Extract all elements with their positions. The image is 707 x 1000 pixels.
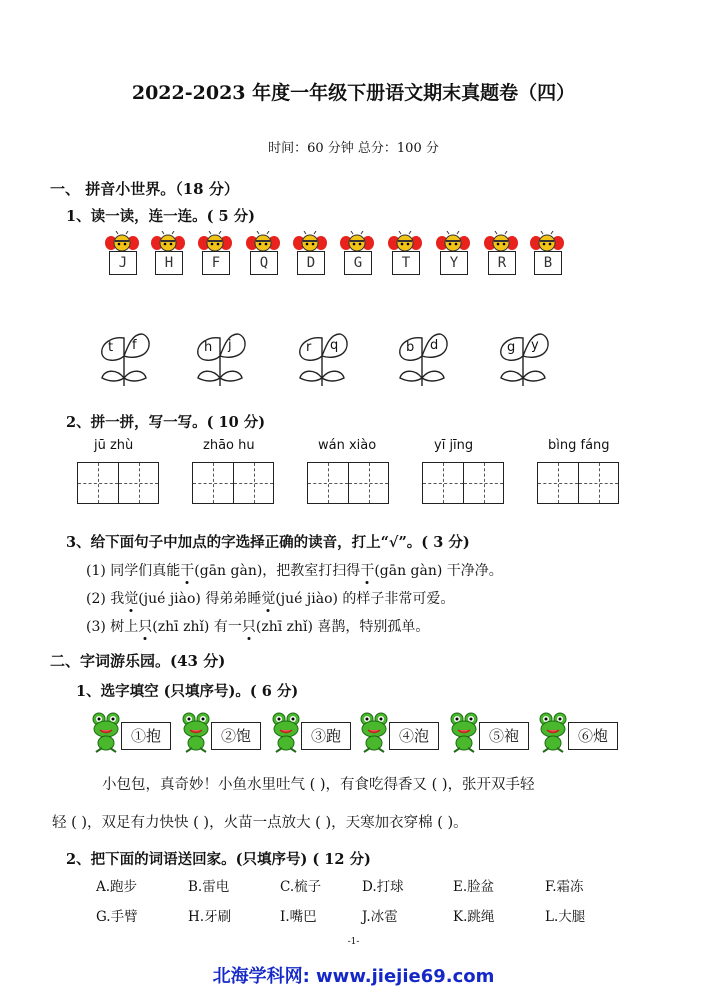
word-d: D.打球 bbox=[362, 879, 404, 895]
word-g: G.手臂 bbox=[96, 909, 138, 925]
letter-box: G bbox=[344, 251, 372, 275]
frog-icon bbox=[537, 712, 569, 754]
pinyin-1: jū zhù bbox=[94, 438, 134, 453]
letter-box: F bbox=[202, 251, 230, 275]
exam-meta: 时间：60 分钟 总分：100 分 bbox=[268, 141, 439, 156]
frog-option-6[interactable] bbox=[537, 712, 623, 754]
s3-dotted-1: 只 bbox=[138, 616, 152, 636]
section1-heading: 一、 拼音小世界。（18 分） bbox=[50, 180, 239, 198]
s1-part-e: (gān gàn) 干净净。 bbox=[374, 563, 503, 579]
frog-icon bbox=[448, 712, 480, 754]
s1-dotted-1: 干 bbox=[180, 560, 194, 580]
flower-icon bbox=[88, 330, 160, 390]
letter-box: H bbox=[155, 251, 183, 275]
bee-icon bbox=[151, 231, 185, 253]
frog-option-1[interactable] bbox=[90, 712, 176, 754]
flower-letter-right: j bbox=[228, 338, 232, 353]
flower-rq[interactable] bbox=[286, 330, 358, 390]
bee-letter-h[interactable] bbox=[151, 231, 185, 275]
s2-dotted-2: 觉 bbox=[261, 588, 275, 608]
flower-hj[interactable] bbox=[184, 330, 256, 390]
option-char-box: ③跑 bbox=[301, 722, 351, 750]
word-b: B.雷电 bbox=[188, 879, 230, 895]
option-char-box: ⑤袍 bbox=[479, 722, 529, 750]
option-char-box: ①抱 bbox=[121, 722, 171, 750]
letter-box: D bbox=[297, 251, 325, 275]
fill-line-1: 小包包，真奇妙！小鱼水里吐气 ( )，有食吃得香又 ( )，张开双手轻 bbox=[102, 777, 535, 793]
option-char-box: ④泡 bbox=[389, 722, 439, 750]
s2-part-a: (2) 我 bbox=[86, 591, 125, 607]
bee-icon bbox=[198, 231, 232, 253]
bee-letter-r[interactable] bbox=[484, 231, 518, 275]
word-i: I.嘴巴 bbox=[280, 909, 317, 925]
sentence-3 bbox=[86, 616, 429, 636]
flower-tf[interactable] bbox=[88, 330, 160, 390]
word-c: C.梳子 bbox=[280, 879, 322, 895]
bee-letter-f[interactable] bbox=[198, 231, 232, 275]
flower-letter-left: b bbox=[406, 340, 415, 355]
tian-grid-3[interactable] bbox=[307, 462, 389, 504]
flower-icon bbox=[487, 330, 559, 390]
pinyin-5: bìng fáng bbox=[548, 438, 610, 453]
flower-letter-right: q bbox=[330, 338, 339, 353]
bee-icon bbox=[484, 231, 518, 253]
s2-part-e: (jué jiào) 的样子非常可爱。 bbox=[275, 591, 455, 607]
s2-q2-label: 2、把下面的词语送回家。(只填序号) ( 12 分) bbox=[66, 851, 371, 868]
page-number: -1- bbox=[347, 937, 360, 947]
bee-icon bbox=[105, 231, 139, 253]
bee-letter-j[interactable] bbox=[105, 231, 139, 275]
bee-letter-y[interactable] bbox=[436, 231, 470, 275]
letter-box: Y bbox=[440, 251, 468, 275]
pinyin-3: wán xiào bbox=[318, 438, 377, 453]
s1-part-c: (gān gàn)，把教室打扫得 bbox=[194, 563, 361, 579]
frog-option-3[interactable] bbox=[270, 712, 356, 754]
sentence-2 bbox=[86, 588, 454, 608]
frog-icon bbox=[358, 712, 390, 754]
word-e: E.脸盆 bbox=[453, 879, 495, 895]
word-k: K.跳绳 bbox=[453, 909, 495, 925]
q3-label: 3、给下面句子中加点的字选择正确的读音，打上“√”。( 3 分) bbox=[66, 534, 470, 551]
tian-grid-4[interactable] bbox=[422, 462, 504, 504]
frog-icon bbox=[180, 712, 212, 754]
s3-part-c: (zhī zhǐ) 有一 bbox=[152, 619, 242, 635]
sentence-1 bbox=[86, 560, 503, 580]
word-f: F.霜冻 bbox=[545, 879, 584, 895]
bee-icon bbox=[340, 231, 374, 253]
flower-letter-left: t bbox=[108, 340, 114, 355]
letter-box: Q bbox=[250, 251, 278, 275]
page-title: 2022-2023 年度一年级下册语文期末真题卷（四） bbox=[131, 82, 576, 104]
word-j: J.冰雹 bbox=[362, 909, 398, 925]
s3-part-e: (zhī zhǐ) 喜鹊，特别孤单。 bbox=[255, 619, 430, 635]
s3-dotted-2: 只 bbox=[242, 616, 256, 636]
s1-part-a: (1) 同学们真能 bbox=[86, 563, 181, 579]
word-l: L.大腿 bbox=[545, 909, 586, 925]
bee-icon bbox=[293, 231, 327, 253]
q1-label: 1、读一读，连一连。( 5 分) bbox=[66, 208, 255, 225]
fill-line-2: 轻 ( )，双足有力快快 ( )，火苗一点放大 ( )，天寒加衣穿棉 ( )。 bbox=[52, 815, 468, 831]
flower-letter-right: d bbox=[430, 338, 439, 353]
bee-letter-b[interactable] bbox=[530, 231, 564, 275]
s2-dotted-1: 觉 bbox=[124, 588, 138, 608]
flower-letter-left: h bbox=[204, 340, 213, 355]
s2-part-c: (jué jiào) 得弟弟睡 bbox=[138, 591, 262, 607]
tian-grid-2[interactable] bbox=[192, 462, 274, 504]
flower-letter-left: r bbox=[306, 340, 312, 355]
frog-option-4[interactable] bbox=[358, 712, 444, 754]
section2-heading: 二、字词游乐园。(43 分) bbox=[50, 652, 226, 670]
bee-icon bbox=[530, 231, 564, 253]
letter-box: B bbox=[534, 251, 562, 275]
option-char-box: ⑥炮 bbox=[568, 722, 618, 750]
s3-part-a: (3) 树上 bbox=[86, 619, 139, 635]
flower-letter-left: g bbox=[507, 340, 516, 355]
word-h: H.牙刷 bbox=[188, 909, 232, 925]
s2-q1-label: 1、选字填空 (只填序号)。( 6 分) bbox=[76, 683, 299, 700]
q2-label: 2、拼一拼，写一写。( 10 分) bbox=[66, 414, 266, 431]
s1-dotted-2: 干 bbox=[360, 560, 374, 580]
frog-option-2[interactable] bbox=[180, 712, 266, 754]
bee-icon bbox=[436, 231, 470, 253]
flower-gy[interactable] bbox=[487, 330, 559, 390]
flower-icon bbox=[286, 330, 358, 390]
letter-box: J bbox=[109, 251, 137, 275]
option-char-box: ②饱 bbox=[211, 722, 261, 750]
flower-icon bbox=[184, 330, 256, 390]
frog-icon bbox=[90, 712, 122, 754]
flower-bd[interactable] bbox=[386, 330, 458, 390]
frog-icon bbox=[270, 712, 302, 754]
letter-box: R bbox=[488, 251, 516, 275]
tian-grid-1[interactable] bbox=[77, 462, 159, 504]
tian-grid-5[interactable] bbox=[537, 462, 619, 504]
flower-letter-right: f bbox=[132, 338, 137, 353]
pinyin-2: zhāo hu bbox=[203, 438, 255, 453]
bee-letter-g[interactable] bbox=[340, 231, 374, 275]
bee-icon bbox=[388, 231, 422, 253]
bee-icon bbox=[246, 231, 280, 253]
frog-option-5[interactable] bbox=[448, 712, 534, 754]
bee-letter-d[interactable] bbox=[293, 231, 327, 275]
bee-letter-t[interactable] bbox=[388, 231, 422, 275]
word-a: A.跑步 bbox=[96, 879, 138, 895]
flower-letter-right: y bbox=[531, 338, 539, 353]
pinyin-4: yī jīng bbox=[434, 438, 474, 453]
letter-box: T bbox=[392, 251, 420, 275]
bee-letter-q[interactable] bbox=[246, 231, 280, 275]
footer-watermark: 北海学科网: www.jiejie69.com bbox=[212, 966, 495, 987]
flower-icon bbox=[386, 330, 458, 390]
